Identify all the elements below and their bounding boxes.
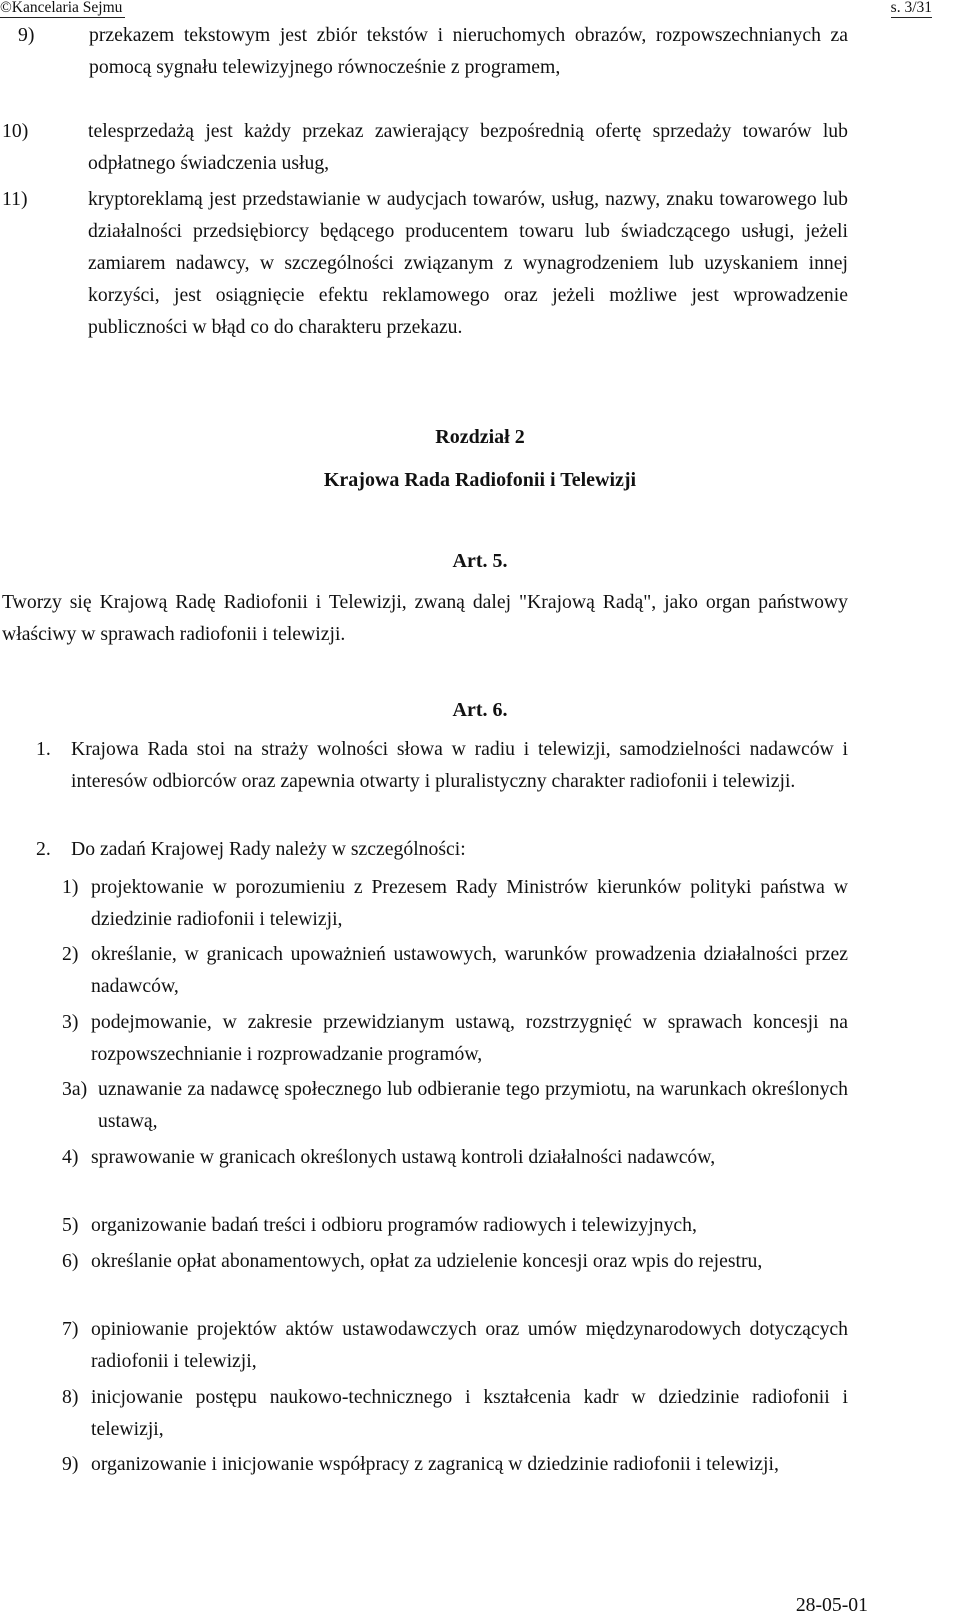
definition-text: kryptoreklamą jest przedstawianie w audycjach towarów, usług, nazwy, znaku towarowego lub działalności przedsiębiorcy będącego producentem towaru lub świadczącego usługi, jeżeli zamiarem nadawcy, w szczególności związanym z wynagrodzeniem lub uzyskaniem innej korzyści, jest osiągnięcie efektu reklamowego oraz jeżeli możliwe jest wprowadzenie publiczności w błąd co do charakteru przekazu. (88, 188, 848, 338)
art6-paragraph-2 (36, 833, 848, 865)
task-item-6 (62, 1245, 848, 1277)
header-page-number: s. 3/31 (890, 0, 932, 16)
definition-number: 10) (2, 120, 29, 142)
task-item-7 (62, 1313, 848, 1377)
definition-text: przekazem tekstowym jest zbiór tekstów i nieruchomych obrazów, rozpowszechnianych za pomocą sygnału telewizyjnego równocześnie z programem, (89, 24, 848, 78)
art5-text: Tworzy się Krajową Radę Radiofonii i Telewizji, zwaną dalej "Krajową Radą", jako organ państwowy właściwy w sprawach radiofonii i telewizji. (2, 591, 848, 645)
task-item-9 (62, 1448, 848, 1480)
task-text: projektowanie w porozumieniu z Prezesem Rady Ministrów kierunków polityki państwa w dziedzinie radiofonii i telewizji, (91, 876, 848, 930)
task-number: 2) (62, 943, 79, 965)
task-item-8 (62, 1381, 848, 1445)
art6-paragraph-1 (36, 733, 848, 797)
task-number: 4) (62, 1146, 79, 1168)
definition-text: telesprzedażą jest każdy przekaz zawierający bezpośrednią ofertę sprzedaży towarów lub odpłatnego świadczenia usług, (88, 120, 848, 174)
paragraph-number: 2. (36, 838, 51, 860)
task-item-5 (62, 1209, 848, 1241)
task-number: 9) (62, 1453, 79, 1475)
task-text: sprawowanie w granicach określonych ustawą kontroli działalności nadawców, (91, 1146, 716, 1168)
paragraph-text: Do zadań Krajowej Rady należy w szczególności: (71, 838, 466, 860)
task-number: 3) (62, 1011, 79, 1033)
task-number: 1) (62, 876, 79, 898)
task-number: 8) (62, 1386, 79, 1408)
task-number: 5) (62, 1214, 79, 1236)
chapter-number: Rozdział 2 (435, 426, 525, 448)
task-item-3a (62, 1073, 848, 1137)
task-item-1 (62, 871, 848, 935)
definition-number: 11) (2, 188, 28, 210)
task-item-2 (62, 938, 848, 1002)
task-number: 6) (62, 1250, 79, 1272)
task-item-4 (62, 1141, 848, 1173)
paragraph-text: Krajowa Rada stoi na straży wolności słowa w radiu i telewizji, samodzielności nadawców i interesów odbiorców oraz zapewnia otwarty i pluralistyczny charakter radiofonii i telewizji. (71, 738, 848, 792)
task-text: określanie opłat abonamentowych, opłat za udzielenie koncesji oraz wpis do rejestru, (91, 1250, 763, 1272)
art5-title: Art. 5. (452, 550, 508, 572)
footer-date: 28-05-01 (795, 1594, 868, 1616)
header-copyright: ©Kancelaria Sejmu (0, 0, 125, 18)
definition-item-11 (2, 183, 848, 343)
task-text: określanie, w granicach upoważnień ustawowych, warunków prowadzenia działalności przez nadawców, (91, 943, 848, 997)
definition-item-9 (18, 19, 848, 83)
task-text: inicjowanie postępu naukowo-technicznego i kształcenia kadr w dziedzinie radiofonii i telewizji, (91, 1386, 848, 1440)
art6-title: Art. 6. (452, 699, 508, 721)
task-number: 7) (62, 1318, 79, 1340)
task-text: opiniowanie projektów aktów ustawodawczych oraz umów międzynarodowych dotyczących radiofonii i telewizji, (91, 1318, 848, 1372)
task-text: organizowanie i inicjowanie współpracy z zagranicą w dziedzinie radiofonii i telewizji, (91, 1453, 779, 1475)
definition-number: 9) (18, 24, 35, 46)
paragraph-number: 1. (36, 738, 51, 760)
task-number: 3a) (62, 1078, 88, 1100)
task-text: podejmowanie, w zakresie przewidzianym ustawą, rozstrzygnięć w sprawach koncesji na rozpowszechnianie i rozprowadzanie programów, (91, 1011, 848, 1065)
task-text: uznawanie za nadawcę społecznego lub odbieranie tego przymiotu, na warunkach określonych ustawą, (98, 1078, 848, 1132)
chapter-title: Krajowa Rada Radiofonii i Telewizji (323, 469, 637, 491)
task-item-3 (62, 1006, 848, 1070)
definition-item-10 (2, 115, 848, 179)
task-text: organizowanie badań treści i odbioru programów radiowych i telewizyjnych, (91, 1214, 697, 1236)
